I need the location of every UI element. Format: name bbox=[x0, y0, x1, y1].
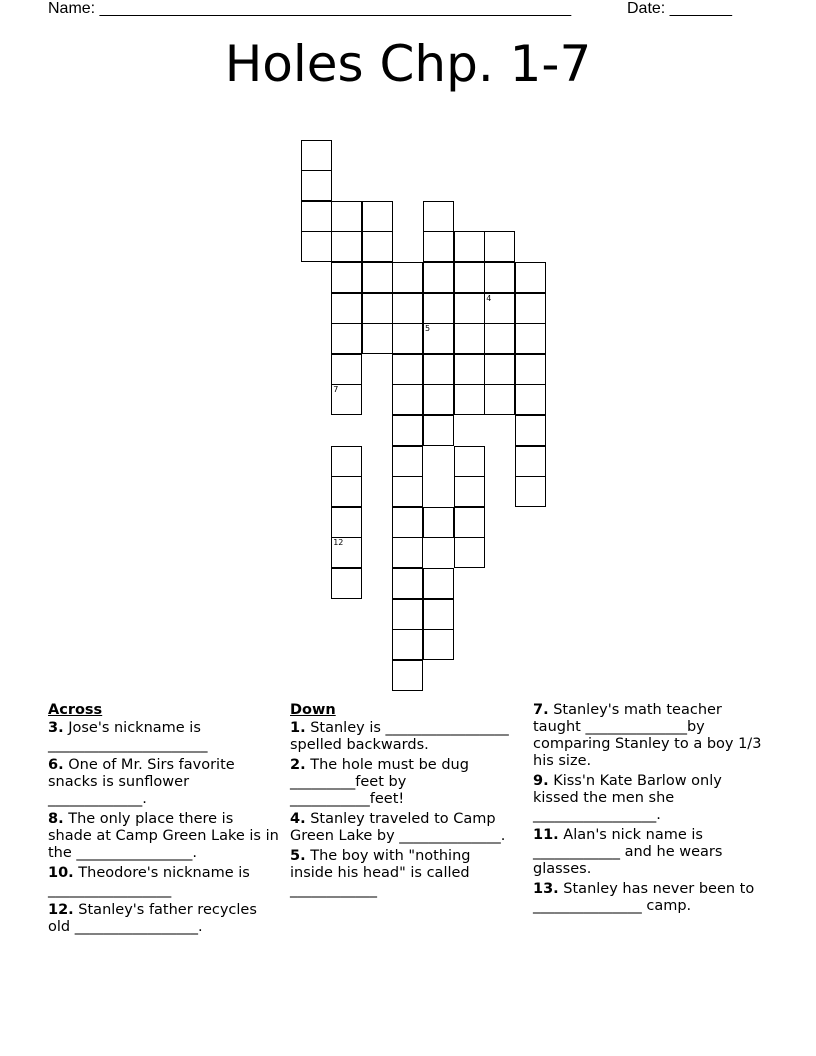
clue-text: Kiss'n Kate Barlow only kissed the men she _________________. bbox=[533, 773, 727, 823]
clue-item bbox=[48, 720, 280, 754]
grid-cell[interactable] bbox=[454, 537, 485, 568]
grid-cell[interactable] bbox=[423, 599, 454, 630]
grid-cell[interactable] bbox=[362, 201, 393, 232]
clue-number-label: 9. bbox=[533, 773, 549, 789]
grid-cell[interactable] bbox=[331, 384, 362, 415]
down-clue-list-continued bbox=[533, 702, 765, 915]
down-clues bbox=[290, 702, 512, 902]
clue-item bbox=[290, 848, 512, 899]
clue-item bbox=[48, 865, 280, 899]
grid-cell[interactable] bbox=[392, 384, 423, 415]
clue-item bbox=[533, 773, 765, 824]
clue-item bbox=[290, 720, 512, 754]
clue-number-label: 7. bbox=[533, 702, 549, 718]
clue-item bbox=[290, 811, 512, 845]
clue-number-label: 2. bbox=[290, 757, 306, 773]
grid-cell[interactable] bbox=[515, 262, 546, 293]
grid-cell[interactable] bbox=[484, 323, 515, 354]
clue-number-label: 8. bbox=[48, 811, 64, 827]
grid-cell[interactable] bbox=[331, 262, 362, 293]
clue-number-label: 6. bbox=[48, 757, 64, 773]
clue-text: The boy with "nothing inside his head" is called ____________ bbox=[290, 848, 476, 898]
clue-number: 7 bbox=[333, 385, 339, 395]
clue-number-label: 3. bbox=[48, 720, 64, 736]
clue-item bbox=[533, 827, 765, 878]
across-clue-list bbox=[48, 720, 284, 936]
grid-cell[interactable] bbox=[484, 354, 515, 385]
clue-item bbox=[48, 902, 280, 936]
grid-cell[interactable] bbox=[392, 354, 423, 385]
grid-cell[interactable] bbox=[484, 231, 515, 262]
grid-cell[interactable] bbox=[392, 507, 423, 538]
grid-cell[interactable] bbox=[484, 262, 515, 293]
grid-cell[interactable] bbox=[454, 507, 485, 538]
grid-cell[interactable] bbox=[423, 201, 454, 232]
grid-cell[interactable] bbox=[392, 415, 423, 446]
down-heading: Down bbox=[290, 702, 336, 718]
grid-cell[interactable] bbox=[423, 293, 454, 324]
down-clue-list bbox=[290, 720, 512, 899]
clue-number-label: 12. bbox=[48, 902, 74, 918]
grid-cell[interactable] bbox=[484, 384, 515, 415]
grid-cell[interactable] bbox=[331, 476, 362, 507]
grid-cell[interactable] bbox=[301, 231, 332, 262]
name-field-label: Name: _____________________________________________________ bbox=[48, 0, 572, 17]
grid-cell[interactable] bbox=[362, 323, 393, 354]
clue-number-label: 11. bbox=[533, 827, 559, 843]
grid-cell[interactable] bbox=[392, 262, 423, 293]
grid-cell[interactable] bbox=[423, 384, 454, 415]
grid-cell[interactable] bbox=[331, 354, 362, 385]
grid-cell[interactable] bbox=[423, 262, 454, 293]
grid-cell[interactable] bbox=[392, 537, 423, 568]
clue-item bbox=[533, 881, 765, 915]
date-field-label: Date: _______ bbox=[627, 0, 732, 17]
grid-cell[interactable] bbox=[301, 140, 332, 171]
clue-text: Stanley traveled to Camp Green Lake by ______________. bbox=[290, 811, 506, 844]
grid-cell[interactable] bbox=[454, 323, 485, 354]
grid-cell[interactable] bbox=[454, 293, 485, 324]
grid-cell[interactable] bbox=[331, 201, 362, 232]
grid-cell[interactable] bbox=[515, 384, 546, 415]
grid-cell[interactable] bbox=[392, 446, 423, 477]
grid-cell[interactable] bbox=[454, 446, 485, 477]
clue-text: Stanley has never been to _______________ camp. bbox=[533, 881, 759, 914]
grid-cell[interactable] bbox=[331, 323, 362, 354]
grid-cell[interactable] bbox=[392, 660, 423, 691]
clue-text: Stanley's math teacher taught ______________by comparing Stanley to a boy 1/3 his size. bbox=[533, 702, 767, 769]
grid-cell[interactable] bbox=[331, 293, 362, 324]
clue-number-label: 13. bbox=[533, 881, 559, 897]
clue-number: 12 bbox=[333, 538, 344, 548]
clue-text: The only place there is shade at Camp Green Lake is in the ________________. bbox=[48, 811, 284, 861]
grid-cell[interactable] bbox=[515, 415, 546, 446]
grid-cell[interactable] bbox=[392, 323, 423, 354]
grid-cell[interactable] bbox=[362, 293, 393, 324]
grid-cell[interactable] bbox=[515, 323, 546, 354]
grid-cell[interactable] bbox=[484, 293, 515, 324]
clue-number-label: 4. bbox=[290, 811, 306, 827]
grid-cell[interactable] bbox=[301, 201, 332, 232]
grid-cell[interactable] bbox=[423, 568, 454, 599]
grid-cell[interactable] bbox=[331, 507, 362, 538]
clue-item bbox=[48, 757, 280, 808]
grid-cell[interactable] bbox=[392, 599, 423, 630]
grid-cell[interactable] bbox=[454, 354, 485, 385]
clue-item bbox=[48, 811, 284, 862]
grid-cell[interactable] bbox=[515, 476, 546, 507]
grid-cell[interactable] bbox=[454, 476, 485, 507]
clue-item bbox=[533, 702, 765, 770]
grid-cell[interactable] bbox=[515, 293, 546, 324]
grid-cell[interactable] bbox=[423, 354, 454, 385]
puzzle-title: Holes Chp. 1-7 bbox=[224, 35, 592, 93]
grid-cell[interactable] bbox=[301, 170, 332, 201]
grid-cell[interactable] bbox=[331, 568, 362, 599]
clue-text: Theodore's nickname is _________________ bbox=[48, 865, 255, 898]
clue-number-label: 1. bbox=[290, 720, 306, 736]
clue-text: One of Mr. Sirs favorite snacks is sunflower _____________. bbox=[48, 757, 240, 807]
clue-number: 5 bbox=[425, 324, 431, 334]
grid-cell[interactable] bbox=[392, 568, 423, 599]
clue-text: Stanley is _________________ spelled backwards. bbox=[290, 720, 514, 753]
grid-cell[interactable] bbox=[331, 446, 362, 477]
grid-cell[interactable] bbox=[423, 629, 454, 660]
grid-cell[interactable] bbox=[362, 231, 393, 262]
clue-text: Stanley's father recycles old _________________. bbox=[48, 902, 262, 935]
down-clues-continued bbox=[533, 702, 765, 918]
grid-cell[interactable] bbox=[331, 231, 362, 262]
grid-cell[interactable] bbox=[515, 354, 546, 385]
clue-text: The hole must be dug _________feet by ___________feet! bbox=[290, 757, 474, 807]
grid-cell[interactable] bbox=[392, 629, 423, 660]
clue-item bbox=[290, 757, 512, 808]
grid-cell[interactable] bbox=[392, 293, 423, 324]
clue-number: 4 bbox=[486, 293, 492, 303]
grid-cell[interactable] bbox=[362, 262, 393, 293]
clue-number-label: 10. bbox=[48, 865, 74, 881]
grid-cell[interactable] bbox=[454, 384, 485, 415]
grid-cell[interactable] bbox=[423, 415, 454, 446]
clue-text: Jose's nickname is ______________________ bbox=[48, 720, 208, 753]
clue-text: Alan's nick name is ____________ and he wears glasses. bbox=[533, 827, 728, 877]
grid-cell[interactable] bbox=[423, 231, 454, 262]
grid-cell[interactable] bbox=[331, 537, 362, 568]
grid-cell[interactable] bbox=[454, 231, 485, 262]
grid-cell[interactable] bbox=[515, 446, 546, 477]
across-clues bbox=[48, 702, 284, 939]
grid-cell[interactable] bbox=[423, 507, 454, 538]
clue-number-label: 5. bbox=[290, 848, 306, 864]
grid-cell[interactable] bbox=[454, 262, 485, 293]
grid-cell[interactable] bbox=[423, 323, 454, 354]
grid-cell[interactable] bbox=[392, 476, 423, 507]
across-heading: Across bbox=[48, 702, 103, 718]
